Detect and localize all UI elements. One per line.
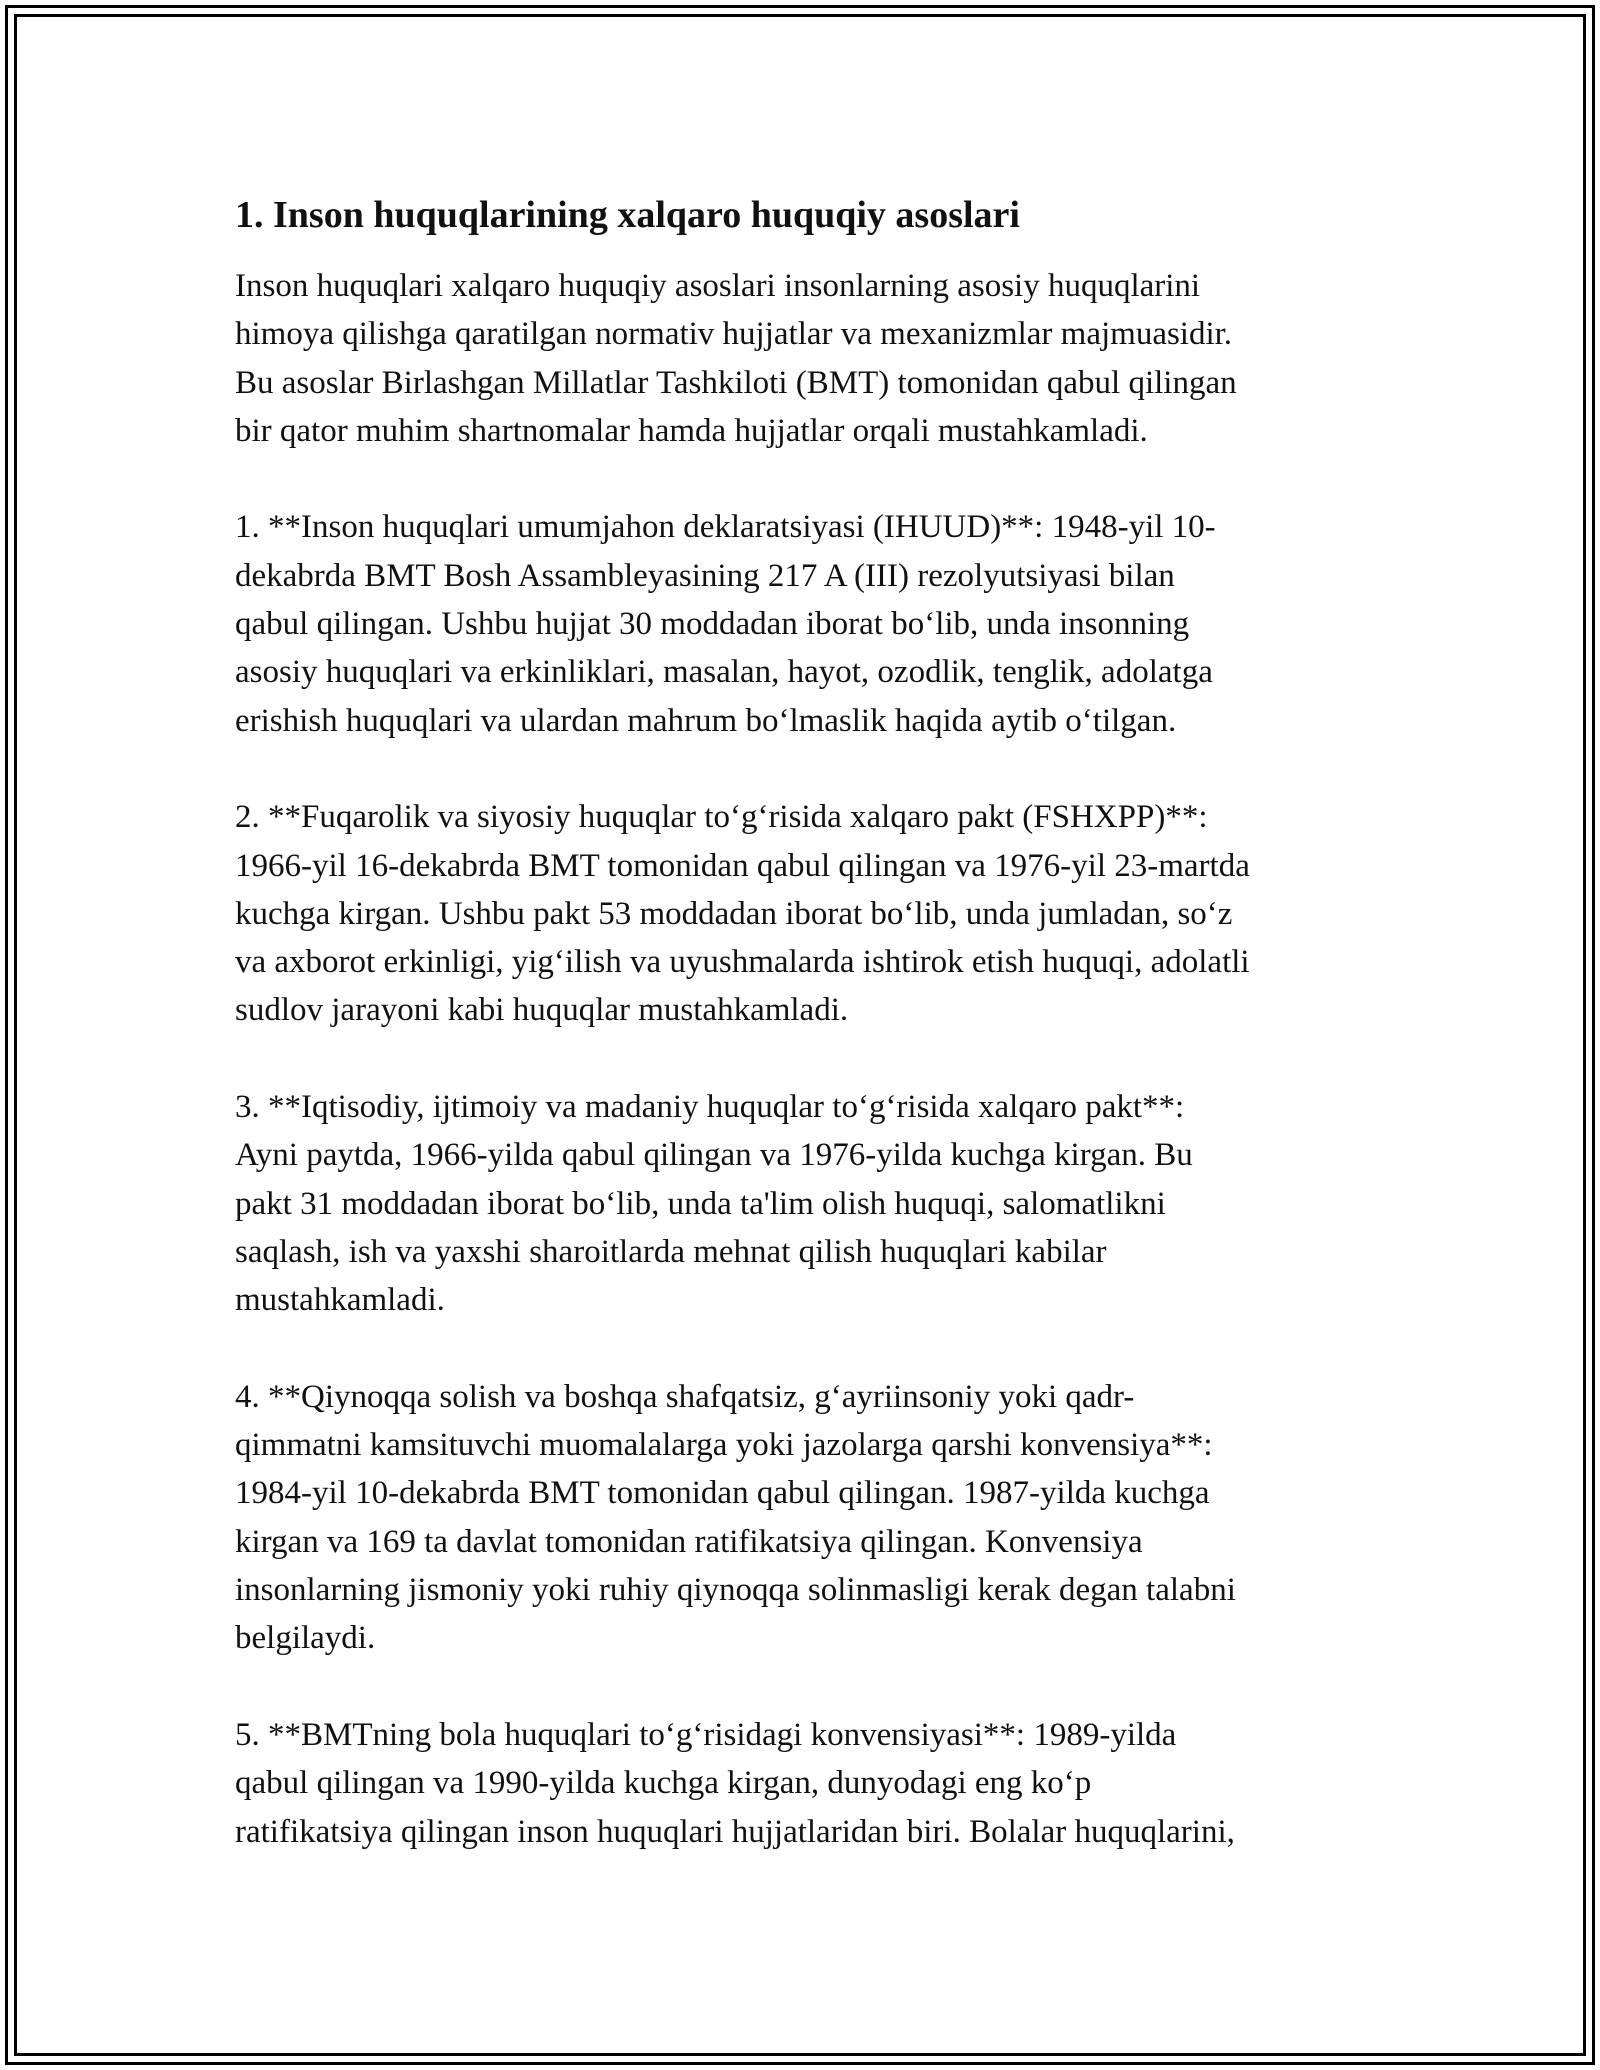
list-item-4: 4. **Qiynoqqa solish va boshqa shafqatsiz, g‘ayriinsoniy yoki qadr- qimmatni kamsituvchi muomalalarga yoki jazolarga qarshi konvensiya**: 1984-yil 10-dekabrda BMT tomonidan qabul qilingan. 1987-yilda kuchga kirgan va 169 ta davlat tomonidan ratifikatsiya qilingan. Konvensiya insonlarning jismoniy yoki ruhiy qiynoqqa solinmasligi kerak degan talabni belgilaydi. xyxy=(235,1378,1236,1657)
list-item-5: 5. **BMTning bola huquqlari to‘g‘risidagi konvensiyasi**: 1989-yilda qabul qilingan va 1990-yilda kuchga kirgan, dunyodagi eng ko‘p ratifikatsiya qilingan inson huquqlari hujjatlaridan biri. Bolalar huquqlarini, xyxy=(235,1716,1235,1850)
list-item-1: 1. **Inson huquqlari umumjahon deklaratsiyasi (IHUUD)**: 1948-yil 10- dekabrda BMT Bosh Assambleyasining 217 A (III) rezolyutsiyasi bilan qabul qilingan. Ushbu hujjat 30 moddadan iborat bo‘lib, unda insonning asosiy huquqlari va erkinliklari, masalan, hayot, ozodlik, tenglik, adolatga erishish huquqlari va ulardan mahrum bo‘lmaslik haqida aytib o‘tilgan. xyxy=(235,509,1216,739)
list-item-3: 3. **Iqtisodiy, ijtimoiy va madaniy huquqlar to‘g‘risida xalqaro pakt**: Ayni paytda, 1966-yilda qabul qilingan va 1976-yilda kuchga kirgan. Bu pakt 31 moddadan iborat bo‘lib, unda ta'lim olish huquqi, salomatlikni saqlash, ish va yaxshi sharoitlarda mehnat qilish huquqlari kabilar mustahkamladi. xyxy=(235,1089,1193,1319)
intro-paragraph: Inson huquqlari xalqaro huquqiy asoslari insonlarning asosiy huquqlarini himoya qilishga qaratilgan normativ hujjatlar va mexanizmlar majmuasidir. Bu asoslar Birlashgan Millatlar Tashkiloti (BMT) tomonidan qabul qilingan bir qator muhim shartnomalar hamda hujjatlar orqali mustahkamladi. xyxy=(235,268,1237,449)
document-body xyxy=(235,186,1375,1856)
document-title: 1. Inson huquqlarining xalqaro huquqiy asoslari xyxy=(235,194,1020,236)
list-item-2: 2. **Fuqarolik va siyosiy huquqlar to‘g‘risida xalqaro pakt (FSHXPP)**: 1966-yil 16-dekabrda BMT tomonidan qabul qilingan va 1976-yil 23-martda kuchga kirgan. Ushbu pakt 53 moddadan iborat bo‘lib, unda jumladan, so‘z va axborot erkinligi, yig‘ilish va uyushmalarda ishtirok etish huquqi, adolatli sudlov jarayoni kabi huquqlar mustahkamladi. xyxy=(235,799,1250,1029)
